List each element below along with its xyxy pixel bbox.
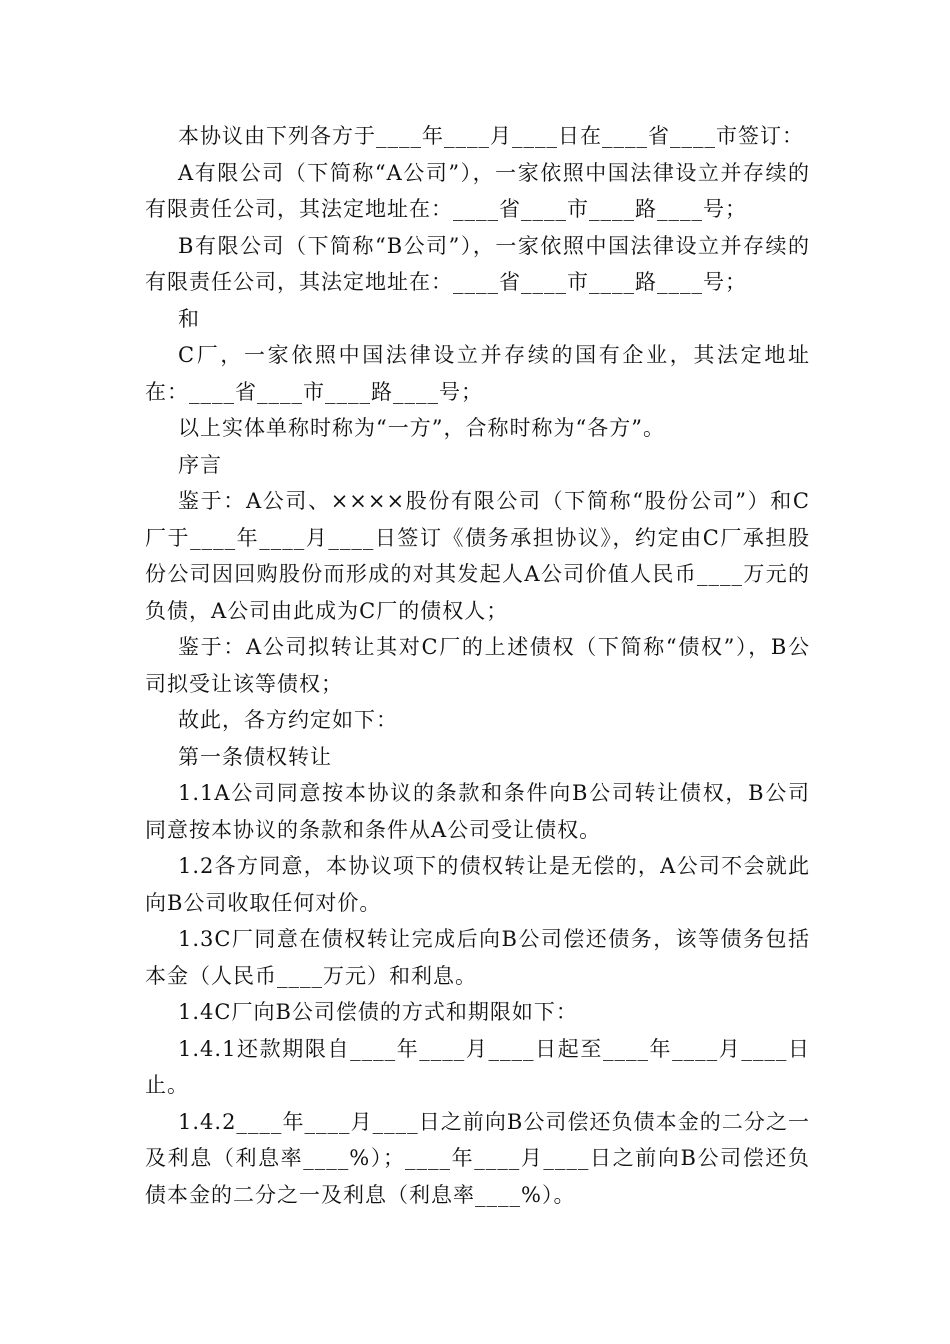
clause-1-4: 1.4C厂向B公司偿债的方式和期限如下： [178, 1000, 578, 1024]
preamble-heading: 序言 [178, 452, 222, 477]
clause-1-4-1: 1.4.1还款期限自____年____月____日起至____年____月____日止。 [145, 1036, 810, 1097]
whereas-2-paragraph: 鉴于：A公司拟转让其对C厂的上述债权（下简称“债权”），B公司拟受让该等债权； [145, 635, 810, 696]
clause-1-2: 1.2各方同意，本协议项下的债权转让是无偿的，A公司不会就此向B公司收取任何对价。 [145, 854, 810, 915]
clause-1-3: 1.3C厂同意在债权转让完成后向B公司偿还债务，该等债务包括本金（人民币____万元）和利息。 [145, 927, 810, 988]
party-c-paragraph: C厂，一家依照中国法律设立并存续的国有企业，其法定地址在：____省____市____路____号； [145, 343, 810, 404]
article-1-heading: 第一条债权转让 [178, 744, 332, 769]
whereas-1-paragraph: 鉴于：A公司、××××股份有限公司（下简称“股份公司”）和C厂于____年____月____日签订《债务承担协议》，约定由C厂承担股份公司因回购股份而形成的对其发起人A公司价值人民币____万元的负债，A公司由此成为C厂的债权人； [145, 489, 810, 623]
party-a-paragraph: A有限公司（下简称“A公司”），一家依照中国法律设立并存续的有限责任公司，其法定地址在：____省____市____路____号； [145, 160, 810, 221]
and-paragraph: 和 [178, 306, 200, 331]
clause-1-4-2: 1.4.2____年____月____日之前向B公司偿还负债本金的二分之一及利息（利息率____%）；____年____月____日之前向B公司偿还负债本金的二分之一及利息（利息率____%）。 [145, 1109, 810, 1207]
clause-1-1: 1.1A公司同意按本协议的条款和条件向B公司转让债权，B公司同意按本协议的条款和条件从A公司受让债权。 [145, 781, 810, 842]
signing-info-paragraph: 本协议由下列各方于____年____月____日在____省____市签订： [178, 124, 804, 148]
document-body [145, 118, 810, 1213]
agreement-intro-paragraph: 故此，各方约定如下： [178, 708, 398, 732]
party-b-paragraph: B有限公司（下简称“B公司”），一家依照中国法律设立并存续的有限责任公司，其法定地址在：____省____市____路____号； [145, 233, 810, 294]
parties-definition-paragraph: 以上实体单称时称为“一方”，合称时称为“各方”。 [178, 416, 665, 440]
